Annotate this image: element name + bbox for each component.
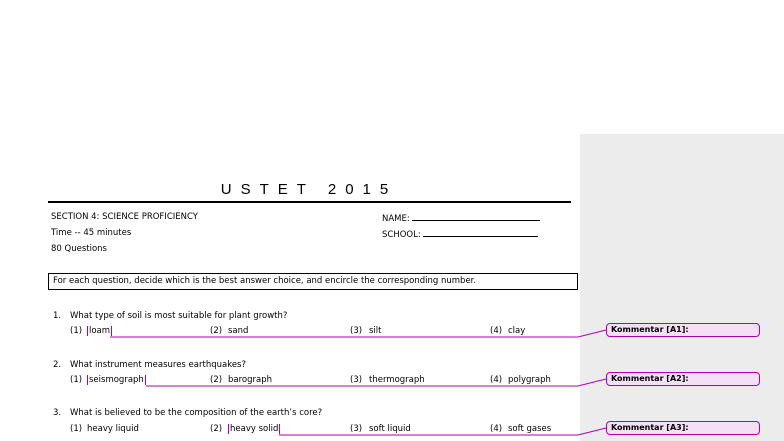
instructions-text: For each question, decide which is the best answer choice, and encircle the corresponding number. bbox=[53, 276, 477, 286]
comment-label: Kommentar [A3]: bbox=[611, 423, 689, 432]
option-4-number[interactable]: (4) bbox=[490, 326, 503, 336]
option-2-number[interactable]: (2) bbox=[210, 326, 223, 336]
comment-connector-3 bbox=[279, 428, 606, 435]
comment-connector-2 bbox=[146, 379, 606, 386]
option-2-text[interactable]: barograph bbox=[228, 375, 272, 385]
option-3-number[interactable]: (3) bbox=[350, 326, 363, 336]
option-4-text[interactable]: clay bbox=[508, 326, 526, 336]
option-3-number[interactable]: (3) bbox=[350, 424, 363, 434]
option-3-text[interactable]: thermograph bbox=[369, 375, 425, 385]
highlighted-answer[interactable]: heavy solid bbox=[230, 424, 279, 434]
option-4-text[interactable]: polygraph bbox=[508, 375, 551, 385]
question-text: What type of soil is most suitable for plant growth? bbox=[70, 311, 288, 321]
question-number: 2. bbox=[53, 360, 62, 370]
comment-balloon-a1[interactable] bbox=[606, 323, 760, 337]
option-2-number[interactable]: (2) bbox=[210, 375, 223, 385]
comment-label: Kommentar [A2]: bbox=[611, 374, 689, 383]
question-text: What is believed to be the composition of the earth’s core? bbox=[70, 408, 323, 418]
question-text: What instrument measures earthquakes? bbox=[70, 360, 246, 370]
document-title: USTET 2015 bbox=[220, 181, 398, 198]
option-3-number[interactable]: (3) bbox=[350, 375, 363, 385]
question-count: 80 Questions bbox=[51, 244, 107, 254]
option-4-number[interactable]: (4) bbox=[490, 375, 503, 385]
option-4-number[interactable]: (4) bbox=[490, 424, 503, 434]
comment-connector-1 bbox=[110, 330, 606, 337]
comment-balloon-a2[interactable] bbox=[606, 372, 760, 386]
option-2-number[interactable]: (2) bbox=[210, 424, 223, 434]
highlighted-answer[interactable]: seismograph bbox=[89, 375, 144, 385]
name-label: NAME: bbox=[382, 214, 410, 224]
option-1-number[interactable]: (1) bbox=[70, 424, 83, 434]
comment-balloon-a3[interactable] bbox=[606, 421, 760, 435]
section-label: SECTION 4: SCIENCE PROFICIENCY bbox=[51, 212, 198, 222]
question-number: 1. bbox=[53, 311, 62, 321]
option-1-number[interactable]: (1) bbox=[70, 375, 83, 385]
question-number: 3. bbox=[53, 408, 62, 418]
option-3-text[interactable]: silt bbox=[369, 326, 382, 336]
option-2-text[interactable]: sand bbox=[228, 326, 249, 336]
option-3-text[interactable]: soft liquid bbox=[369, 424, 411, 434]
school-label: SCHOOL: bbox=[382, 230, 421, 240]
comment-label: Kommentar [A1]: bbox=[611, 325, 689, 334]
option-1-text[interactable]: heavy liquid bbox=[87, 424, 139, 434]
option-1-number[interactable]: (1) bbox=[70, 326, 83, 336]
time-label: Time -- 45 minutes bbox=[51, 228, 132, 238]
option-4-text[interactable]: soft gases bbox=[508, 424, 552, 434]
highlighted-answer[interactable]: loam bbox=[89, 326, 111, 336]
